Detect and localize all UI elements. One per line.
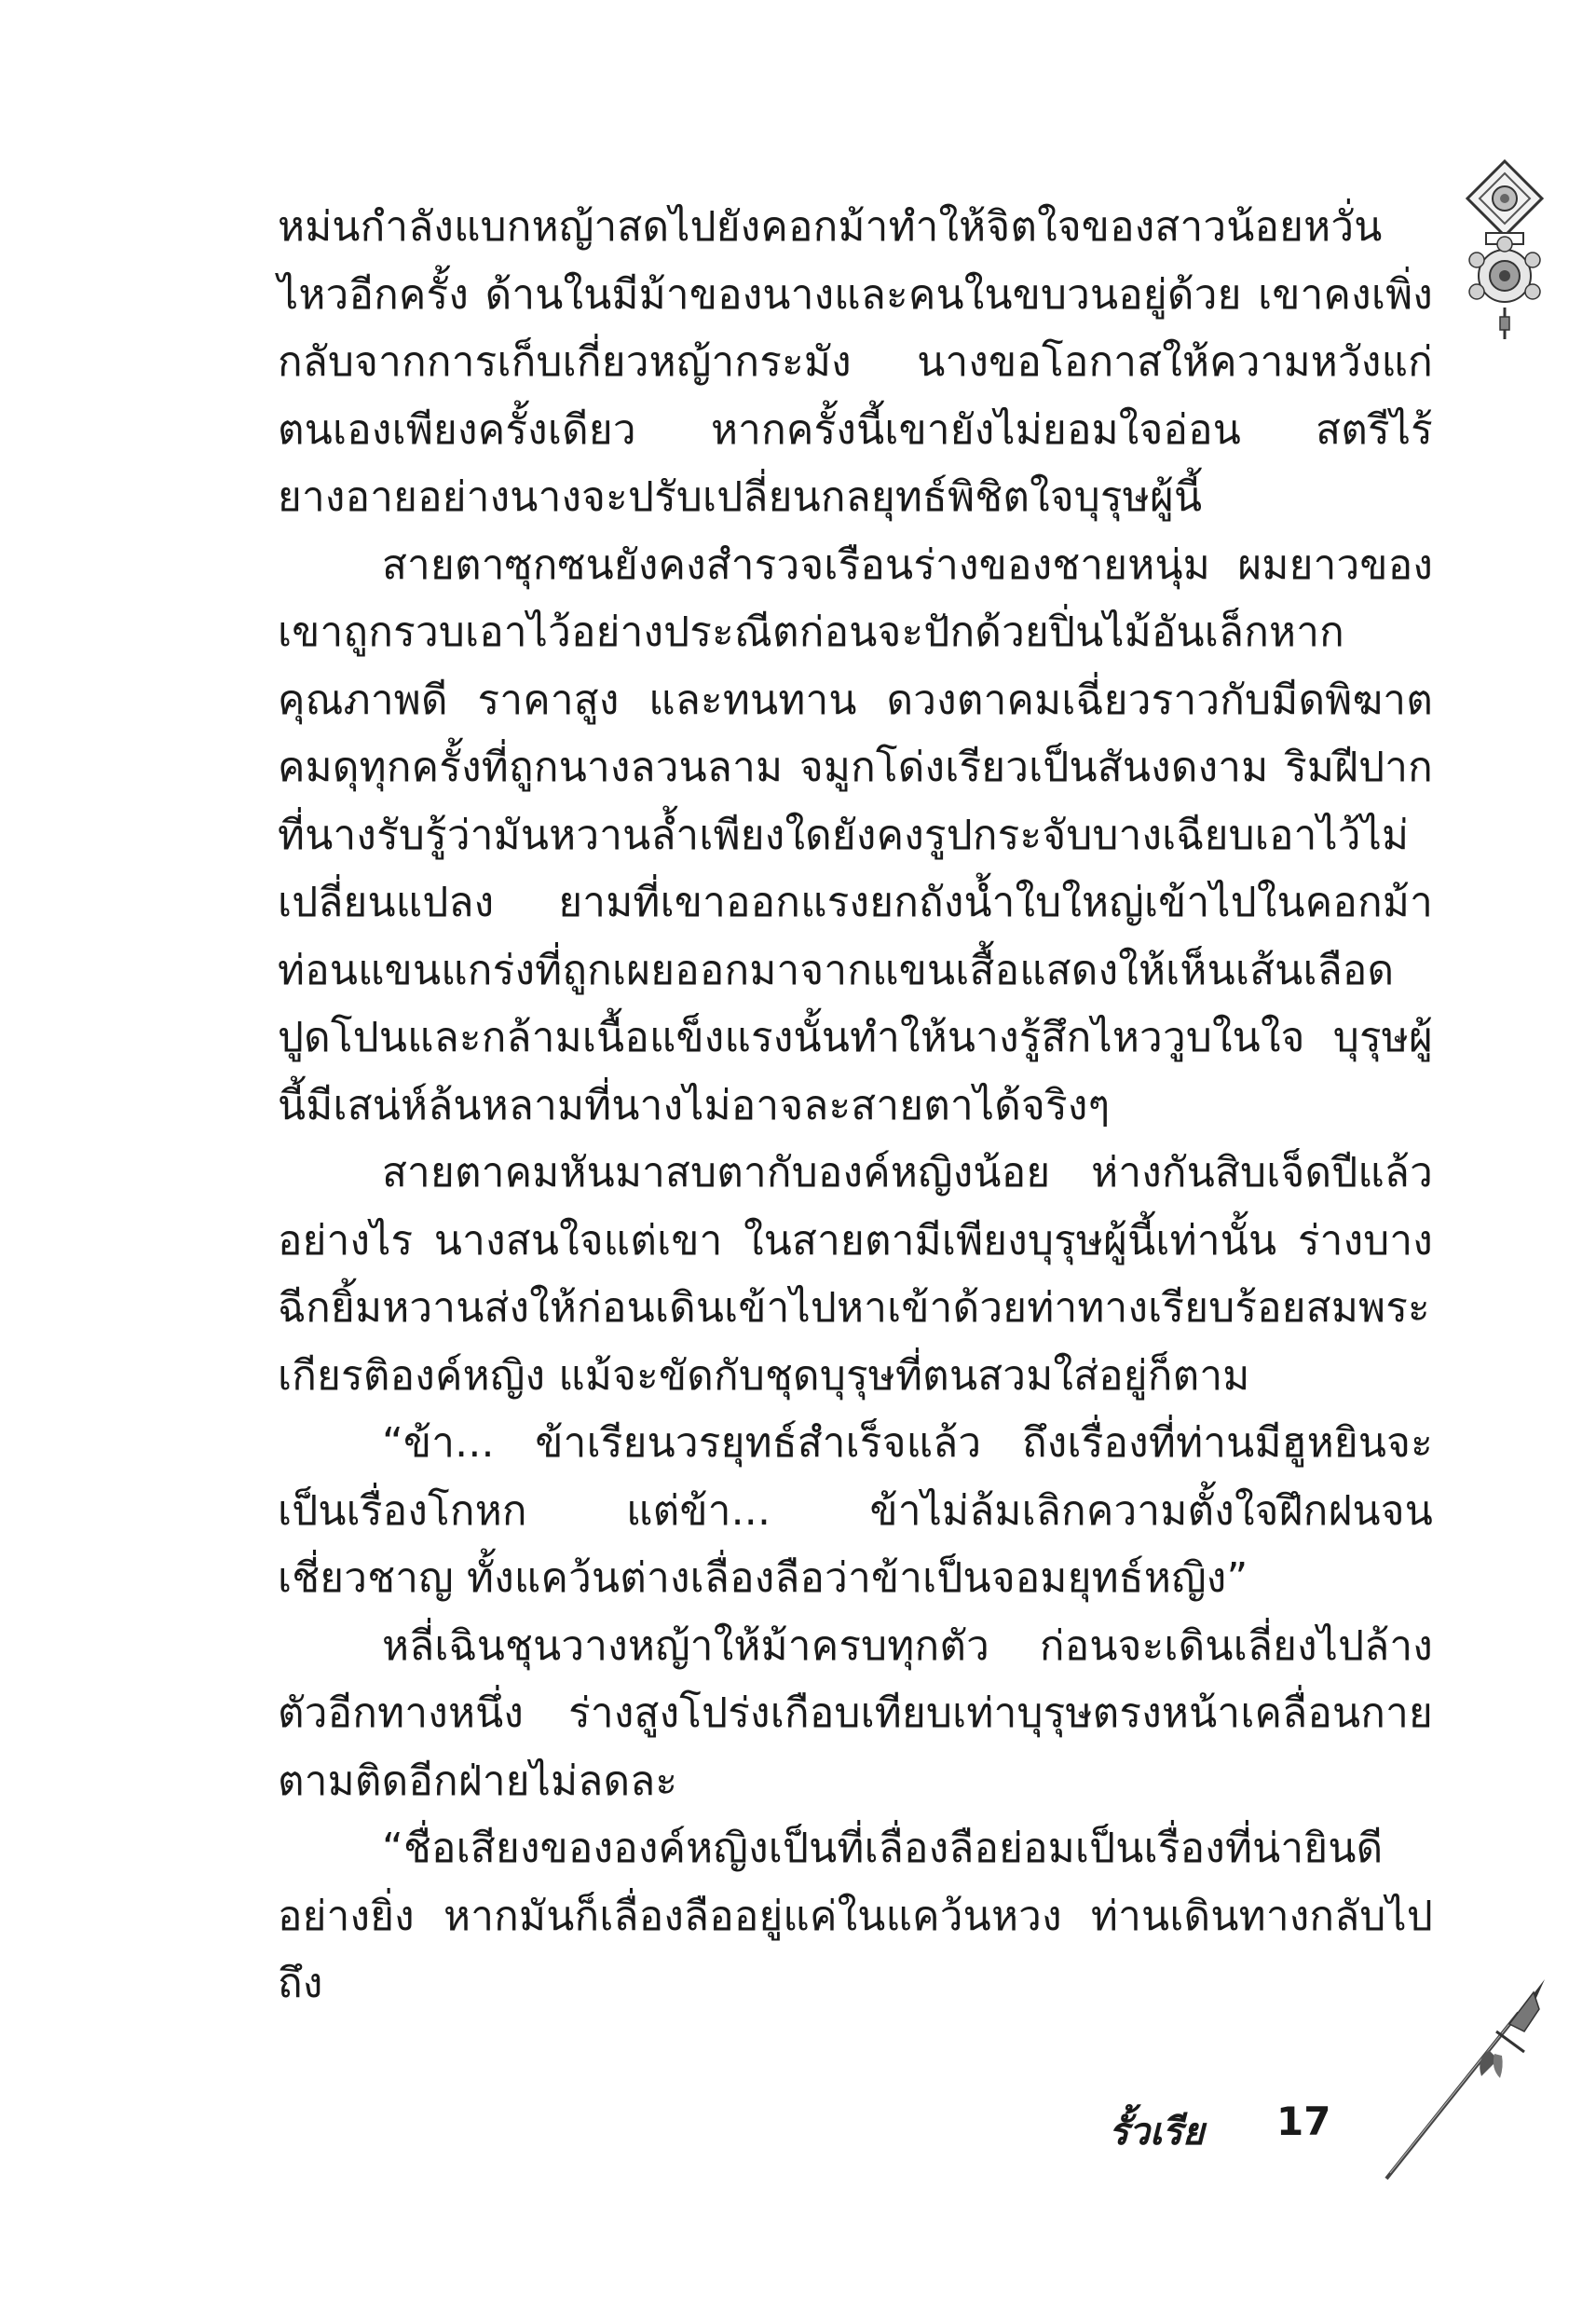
footer-book-title: รั้วเรีย (1109, 2110, 1205, 2154)
paragraph: สายตาคมหันมาสบตากับองค์หญิงน้อย ห่างกันสิบเจ็ดปีแล้วอย่างไร นางสนใจแต่เขา ในสายตามีเพียงบุรุษผู้นี้เท่านั้น ร่างบางฉีกยิ้มหวานส่งให้ก่อนเดินเข้าไปหาเข้าด้วยท่าทางเรียบร้อยสมพระเกียรติองค์หญิง แม้จะขัดกับชุดบุรุษที่ตนสวมใส่อยู่ก็ตาม (278, 1149, 1433, 1400)
page-number: 17 (1276, 2099, 1331, 2144)
paragraph: “ข้า... ข้าเรียนวรยุทธ์สำเร็จแล้ว ถึงเรื่องที่ท่านมีฮูหยินจะเป็นเรื่องโกหก แต่ข้า... ข้าไม่ล้มเลิกความตั้งใจฝึกฝนจนเชี่ยวชาญ ทั้งแคว้นต่างเลื่องลือว่าข้าเป็นจอมยุทธ์หญิง” (278, 1419, 1433, 1602)
paragraph: หลี่เฉินชุนวางหญ้าให้ม้าครบทุกตัว ก่อนจะเดินเลี่ยงไปล้างตัวอีกทางหนึ่ง ร่างสูงโปร่งเกือบเทียบเท่าบุรุษตรงหน้าเคลื่อนกายตามติดอีกฝ่ายไม่ลดละ (278, 1621, 1433, 1805)
spear-ornament-icon (1370, 1966, 1556, 2190)
paragraph: สายตาซุกซนยังคงสำรวจเรือนร่างของชายหนุ่ม ผมยาวของเขาถูกรวบเอาไว้อย่างประณีตก่อนจะปักด้วยปิ่นไม้อันเล็กหากคุณภาพดี ราคาสูง และทนทาน ดวงตาคมเฉี่ยวราวกับมีดพิฆาตคมดุทุกครั้งที่ถูกนางลวนลาม จมูกโด่งเรียวเป็นสันงดงาม ริมฝีปากที่นางรับรู้ว่ามันหวานล้ำเพียงใดยังคงรูปกระจับบางเฉียบเอาไว้ไม่เปลี่ยนแปลง ยามที่เขาออกแรงยกถังน้ำใบใหญ่เข้าไปในคอกม้า ท่อนแขนแกร่งที่ถูกเผยออกมาจากแขนเสื้อแสดงให้เห็นเส้นเลือดปูดโปนและกล้ามเนื้อแข็งแรงนั้นทำให้นางรู้สึกไหววูบในใจ บุรุษผู้นี้มีเสน่ห์ล้นหลามที่นางไม่อาจละสายตาได้จริงๆ (278, 540, 1433, 1129)
diamond-flower-ornament-icon (1458, 157, 1551, 343)
paragraph: “ชื่อเสียงขององค์หญิงเป็นที่เลื่องลือย่อมเป็นเรื่องที่น่ายินดีอย่างยิ่ง หากมันก็เลื่องลืออยู่แค่ในแคว้นหวง ท่านเดินทางกลับไปถึง (278, 1825, 1433, 2007)
paragraph: หม่นกำลังแบกหญ้าสดไปยังคอกม้าทำให้จิตใจของสาวน้อยหวั่นไหวอีกครั้ง ด้านในมีม้าของนางและคนในขบวนอยู่ด้วย เขาคงเพิ่งกลับจากการเก็บเกี่ยวหญ้ากระมัง นางขอโอกาสให้ความหวังแก่ตนเองเพียงครั้งเดียว หากครั้งนี้เขายังไม่ยอมใจอ่อน สตรีไร้ยางอายอย่างนางจะปรับเปลี่ยนกลยุทธ์พิชิตใจบุรุษผู้นี้ (278, 203, 1433, 521)
body-text (278, 194, 1433, 2018)
